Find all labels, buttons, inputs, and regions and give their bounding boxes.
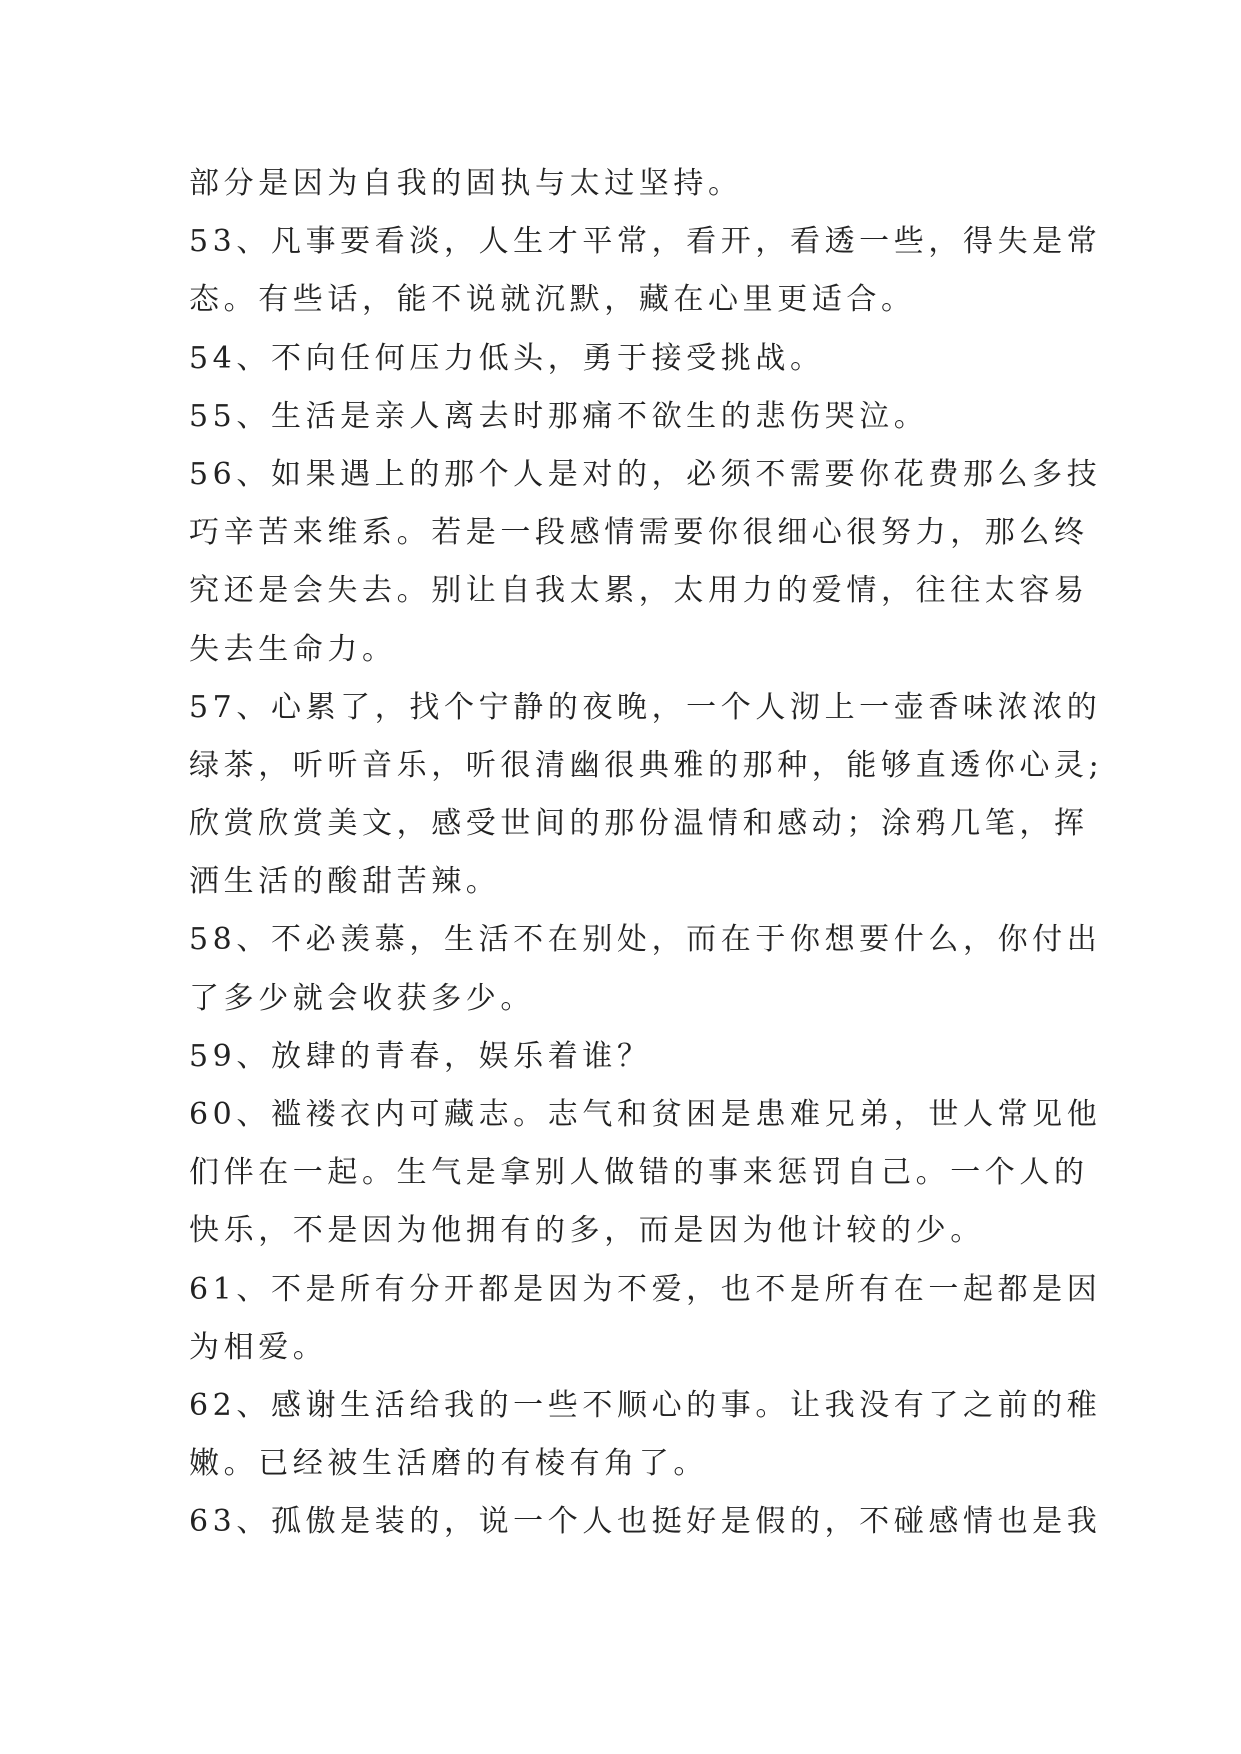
text-line: 嫩。已经被生活磨的有棱有角了。 xyxy=(189,1446,708,1482)
text-line: 了多少就会收获多少。 xyxy=(189,980,535,1016)
text-line: 55、生活是亲人离去时那痛不欲生的悲伤哭泣。 xyxy=(189,398,929,434)
text-line: 们伴在一起。生气是拿别人做错的事来惩罚自己。一个人的 xyxy=(189,1155,1089,1191)
text-line: 56、如果遇上的那个人是对的，必须不需要你花费那么多技 xyxy=(189,456,1102,492)
text-line: 63、孤傲是装的，说一个人也挺好是假的，不碰感情也是我 xyxy=(189,1504,1102,1540)
text-line: 失去生命力。 xyxy=(189,631,397,667)
body-text xyxy=(189,155,1104,1552)
text-line: 部分是因为自我的固执与太过坚持。 xyxy=(189,166,743,201)
text-line: 洒生活的酸甜苦辣。 xyxy=(189,864,501,900)
text-line: 态。有些话，能不说就沉默，藏在心里更适合。 xyxy=(189,282,916,318)
text-line: 绿茶，听听音乐，听很清幽很典雅的那种，能够直透你心灵; xyxy=(189,747,1104,783)
text-line: 62、感谢生活给我的一些不顺心的事。让我没有了之前的稚 xyxy=(189,1387,1102,1423)
text-line: 54、不向任何压力低头，勇于接受挑战。 xyxy=(189,340,825,376)
text-line: 快乐，不是因为他拥有的多，而是因为他计较的少。 xyxy=(189,1213,985,1249)
text-line: 巧辛苦来维系。若是一段感情需要你很细心很努力，那么终 xyxy=(189,515,1089,551)
text-line: 究还是会失去。别让自我太累，太用力的爱情，往往太容易 xyxy=(189,573,1089,609)
text-line: 59、放肆的青春，娱乐着谁？ xyxy=(189,1038,652,1074)
text-line: 58、不必羡慕，生活不在别处，而在于你想要什么，你付出 xyxy=(189,922,1102,958)
text-line: 61、不是所有分开都是因为不爱，也不是所有在一起都是因 xyxy=(189,1271,1102,1307)
text-line: 57、心累了，找个宁静的夜晚，一个人沏上一壶香味浓浓的 xyxy=(189,689,1102,725)
text-line: 为相爱。 xyxy=(189,1329,328,1365)
text-line: 53、凡事要看淡，人生才平常，看开，看透一些，得失是常 xyxy=(189,224,1102,260)
text-line: 欣赏欣赏美文，感受世间的那份温情和感动；涂鸦几笔，挥 xyxy=(189,806,1089,842)
text-line: 60、褴褛衣内可藏志。志气和贫困是患难兄弟，世人常见他 xyxy=(189,1097,1102,1132)
